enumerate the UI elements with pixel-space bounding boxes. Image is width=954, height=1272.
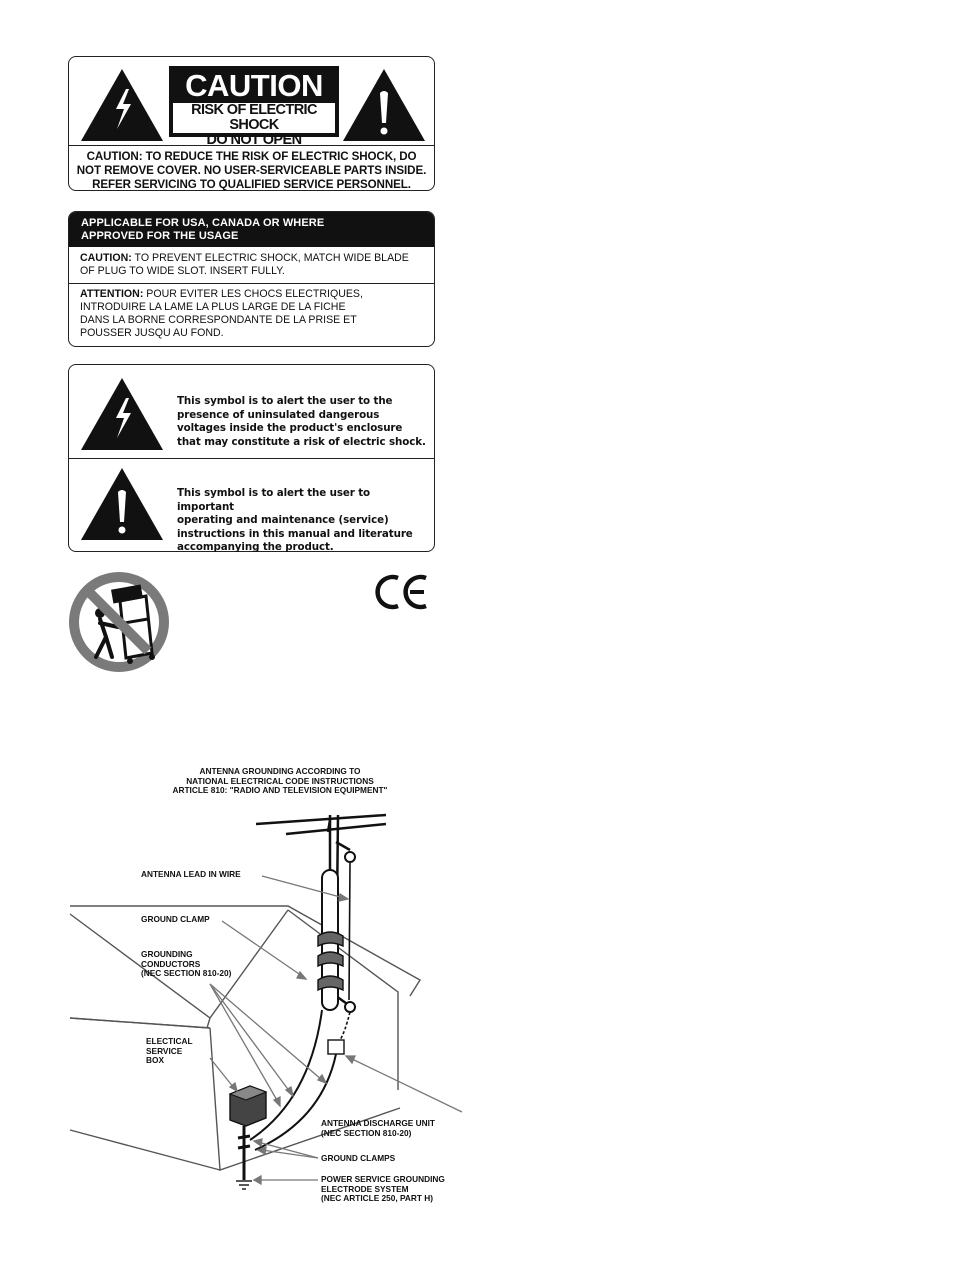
label-line: ANTENNA DISCHARGE UNIT — [321, 1118, 436, 1128]
header-line: APPROVED FOR THE USAGE — [81, 230, 239, 242]
exclamation-symbol-icon — [79, 466, 165, 542]
plug-polarity-box — [68, 211, 435, 347]
symbol-text-line: This symbol is to alert the user to important — [177, 487, 371, 513]
attention-text: POUR EVITER LES CHOCS ELECTRIQUES, — [143, 288, 363, 300]
label-line: (NEC ARTICLE 250, PART H) — [321, 1193, 434, 1204]
diagram-title-line: ARTICLE 810: "RADIO AND TELEVISION EQUIPMENT" — [172, 785, 388, 796]
label-ground-clamp: GROUND CLAMP — [141, 914, 210, 924]
diagram-title-line: ANTENNA GROUNDING ACCORDING TO — [199, 766, 361, 776]
label-ground-clamps: GROUND CLAMPS — [321, 1153, 396, 1163]
label-line: ELECTRODE SYSTEM — [321, 1183, 409, 1194]
divider — [69, 283, 434, 284]
caution-subtitle — [173, 102, 335, 148]
attention-text: DANS LA BORNE CORRESPONDANTE DE LA PRISE ET — [80, 314, 357, 326]
caution-line: NOT REMOVE COVER. NO USER-SERVICEABLE PARTS INSIDE. — [76, 164, 427, 177]
diagram-title-line: NATIONAL ELECTRICAL CODE INSTRUCTIONS — [186, 775, 374, 786]
label-grounding-conductors — [141, 950, 231, 979]
electric-shock-symbol-text — [177, 395, 429, 449]
caution-subtitle-line2: DO NOT OPEN — [206, 132, 302, 148]
symbol-text-line: operating and maintenance (service) — [177, 514, 389, 527]
caution-subtitle-line1: RISK OF ELECTRIC SHOCK — [191, 102, 317, 133]
ce-mark-icon — [374, 572, 430, 612]
exclamation-symbol-text — [177, 487, 429, 555]
antenna-grounding-diagram — [60, 800, 480, 1200]
caution-title: CAUTION — [185, 68, 323, 103]
label-line: POWER SERVICE GROUNDING — [321, 1174, 445, 1184]
caution-line: CAUTION: TO REDUCE THE RISK OF ELECTRIC SHOCK, DO — [86, 150, 417, 163]
symbol-text-line: accompanying the product. — [177, 541, 334, 554]
divider — [69, 458, 434, 459]
caution-label — [169, 66, 339, 148]
caution-instructions — [73, 150, 430, 192]
header-line: APPLICABLE FOR USA, CANADA OR WHERE — [81, 217, 325, 229]
plug-attention-text — [80, 288, 430, 340]
label-line: (NEC SECTION 810-20) — [321, 1127, 412, 1138]
caution-label: CAUTION: — [80, 252, 132, 264]
label-line: BOX — [146, 1055, 164, 1066]
caution-text: TO PREVENT ELECTRIC SHOCK, MATCH WIDE BLADE — [131, 252, 409, 264]
symbol-text-line: This symbol is to alert the user to the — [177, 395, 393, 407]
cart-tip-over-warning-icon — [68, 571, 170, 673]
symbol-explanation-box — [68, 364, 435, 552]
exclamation-warning-icon — [341, 67, 427, 143]
electric-shock-symbol-icon — [79, 376, 165, 452]
plug-caution-text — [80, 252, 430, 278]
label-line: CONDUCTORS — [141, 958, 201, 969]
diagram-title — [130, 767, 430, 796]
attention-text: POUSSER JUSQU AU FOND. — [80, 327, 224, 339]
symbol-text-line: presence of uninsulated dangerous — [177, 408, 380, 421]
symbol-text-line: that may constitute a risk of electric shock. — [177, 435, 426, 448]
divider — [69, 145, 434, 146]
label-line: ELECTICAL — [146, 1036, 193, 1046]
caution-text: OF PLUG TO WIDE SLOT. INSERT FULLY. — [80, 265, 285, 277]
attention-text: INTRODUIRE LA LAME LA PLUS LARGE DE LA FICHE — [80, 301, 346, 313]
label-discharge-unit — [321, 1119, 435, 1138]
symbol-text-line: voltages inside the product's enclosure — [177, 422, 403, 435]
label-line: GROUNDING — [141, 949, 193, 959]
label-line: (NEC SECTION 810-20) — [141, 968, 232, 979]
plug-box-header — [69, 212, 434, 247]
attention-label: ATTENTION: — [80, 288, 144, 300]
symbol-text-line: instructions in this manual and literature — [177, 527, 413, 540]
label-electrode-system — [321, 1175, 445, 1204]
label-service-box — [146, 1037, 193, 1066]
label-lead-in-wire: ANTENNA LEAD IN WIRE — [141, 869, 241, 879]
electric-shock-warning-icon — [79, 67, 165, 143]
caution-warning-box — [68, 56, 435, 191]
label-line: SERVICE — [146, 1045, 183, 1056]
caution-line: REFER SERVICING TO QUALIFIED SERVICE PERSONNEL. — [92, 178, 411, 191]
